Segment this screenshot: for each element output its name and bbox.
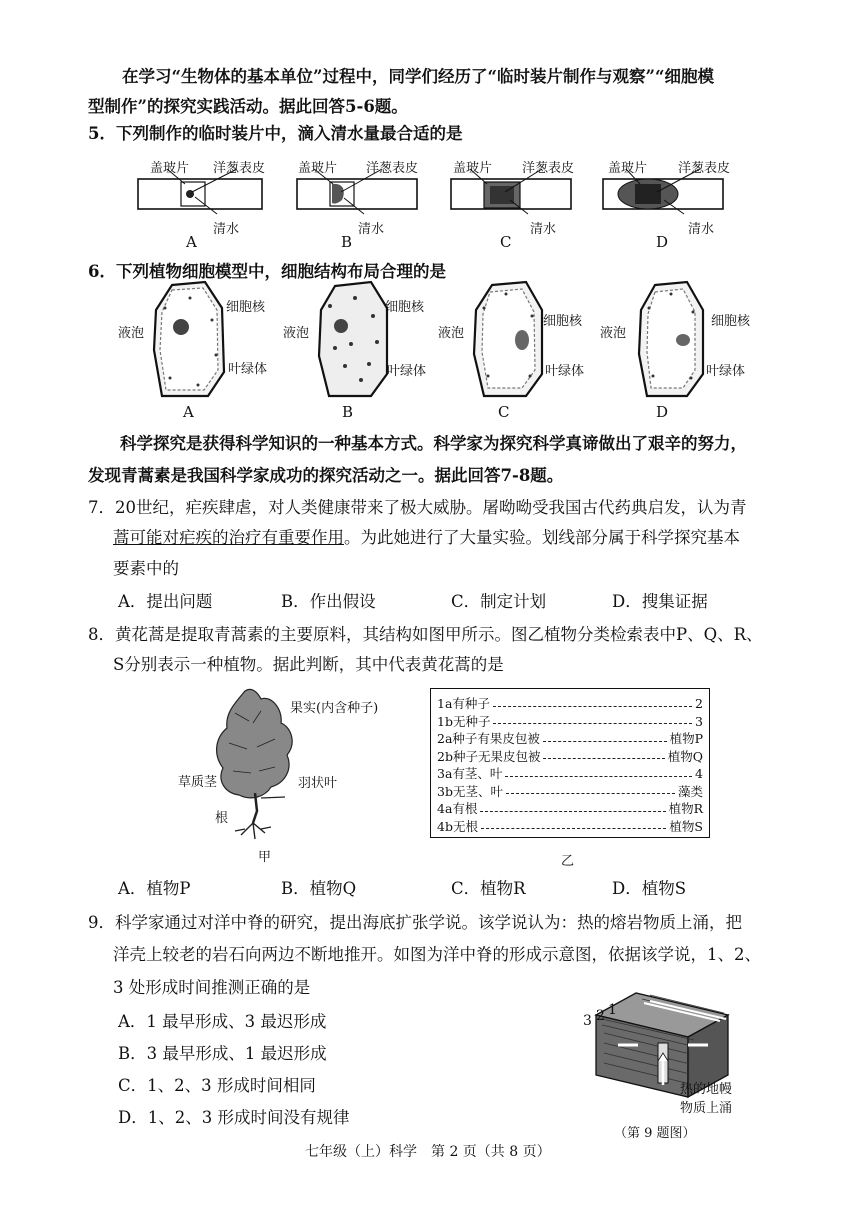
q9-option-c: C．1、2、3 形成时间相同 (118, 1076, 316, 1095)
q8-option-d: D．植物S (612, 879, 687, 898)
ridge-label-line-1: 热的地幔 (680, 1082, 733, 1097)
question-8-line-2: S分别表示一种植物。据此判断，其中代表黄花蒿的是 (113, 655, 504, 674)
ridge-figure-caption: （第 9 题图） (614, 1126, 696, 1141)
q8-option-c: C．植物R (451, 879, 526, 898)
q5b-slide (296, 172, 426, 217)
q9-option-b: B．3 最早形成、1 最迟形成 (118, 1044, 327, 1063)
q9-option-d: D．1、2、3 形成时间没有规律 (118, 1108, 350, 1127)
intro-line-1: 在学习“生物体的基本单位”过程中，同学们经历了“临时装片制作与观察”“细胞模 (122, 67, 714, 86)
question-9-line-3: 3 处形成时间推测正确的是 (113, 978, 311, 997)
q5d-slide (602, 172, 732, 217)
q6a-vacuole-label: 液泡 (118, 326, 145, 341)
q8-option-a: A．植物P (118, 879, 191, 898)
q5c-water-label: 清水 (530, 222, 557, 237)
question-6-stem: 6．下列植物细胞模型中，细胞结构布局合理的是 (88, 262, 446, 281)
intro2-line-1: 科学探究是获得科学知识的一种基本方式。科学家为探究科学真谛做出了艰辛的努力， (120, 434, 747, 453)
intro2-line-2: 发现青蒿素是我国科学家成功的探究活动之一。据此回答7-8题。 (88, 466, 564, 485)
q6-option-d: D (656, 403, 669, 421)
q6b-chloroplast-label: 叶绿体 (387, 364, 427, 379)
q6a-nucleus-label: 细胞核 (226, 300, 266, 315)
key-row: 3a有茎、叶 4 (437, 766, 703, 781)
q5a-water-label: 清水 (213, 222, 240, 237)
q6c-nucleus-label: 细胞核 (543, 314, 583, 329)
q7-option-d: D．搜集证据 (612, 592, 708, 611)
q5-option-c: C (500, 233, 512, 251)
q7-option-c: C．制定计划 (451, 592, 547, 611)
q7-option-b: B．作出假设 (281, 592, 376, 611)
key-row: 3b无茎、叶 藻类 (437, 783, 703, 799)
question-7-line-2 (113, 525, 740, 551)
q6c-vacuole-label: 液泡 (438, 326, 465, 341)
q6a-chloroplast-label: 叶绿体 (228, 362, 268, 377)
ridge-number-3: 3 (583, 1013, 592, 1029)
key-row: 4a有根 植物R (437, 801, 703, 816)
q5a-cover-label: 盖玻片 (150, 161, 190, 176)
intro-line-2: 型制作”的探究实践活动。据此回答5-6题。 (88, 97, 408, 116)
q6-option-b: B (342, 403, 354, 421)
plant-stem-label: 草质茎 (178, 775, 218, 790)
key-caption: 乙 (561, 854, 575, 869)
q6d-vacuole-label: 液泡 (600, 326, 627, 341)
q7-underlined-text: 蒿可能对疟疾的治疗有重要作用 (113, 528, 344, 547)
question-5-stem: 5．下列制作的临时装片中，滴入清水量最合适的是 (88, 124, 463, 143)
question-7-line-3: 要素中的 (113, 559, 179, 578)
key-row: 1b无种子 3 (437, 713, 703, 729)
q6-option-c: C (498, 403, 510, 421)
ridge-number-2: 2 (596, 1008, 605, 1024)
q6b-vacuole-label: 液泡 (283, 326, 310, 341)
q6b-cell (315, 280, 395, 400)
q5b-onion-label: 洋葱表皮 (366, 161, 419, 176)
q5b-cover-label: 盖玻片 (298, 161, 338, 176)
q5c-slide (450, 172, 580, 217)
q6d-cell (633, 280, 713, 400)
plant-caption: 甲 (258, 850, 272, 865)
q6c-cell (470, 280, 550, 400)
q6a-cell (150, 280, 230, 400)
key-row: 1a有种子 2 (437, 696, 703, 711)
q7-line2-rest: 。为此她进行了大量实验。划线部分属于科学探究基本 (344, 528, 740, 547)
question-8-line-1: 8．黄花蒿是提取青蒿素的主要原料，其结构如图甲所示。图乙植物分类检索表中P、Q、R、 (88, 625, 763, 644)
q5c-onion-label: 洋葱表皮 (522, 161, 575, 176)
q5-option-a: A (186, 233, 197, 251)
plant-root-label: 根 (215, 811, 229, 826)
q5d-cover-label: 盖玻片 (608, 161, 648, 176)
ridge-label-line-2: 物质上涌 (680, 1101, 733, 1116)
q6d-nucleus-label: 细胞核 (711, 314, 751, 329)
ridge-number-1: 1 (608, 1002, 617, 1018)
q6c-chloroplast-label: 叶绿体 (545, 364, 585, 379)
q5b-water-label: 清水 (358, 222, 385, 237)
q5d-water-label: 清水 (688, 222, 715, 237)
plant-leaf-label: 羽状叶 (298, 776, 338, 791)
q9-option-a: A．1 最早形成、3 最迟形成 (118, 1012, 327, 1031)
q5-option-d: D (656, 233, 669, 251)
q8-option-b: B．植物Q (281, 879, 357, 898)
q5-option-b: B (341, 233, 353, 251)
q6d-chloroplast-label: 叶绿体 (706, 364, 746, 379)
q6-option-a: A (183, 403, 194, 421)
key-row: 2b种子无果皮包被 植物Q (437, 748, 703, 764)
q6b-nucleus-label: 细胞核 (385, 300, 425, 315)
question-9-line-2: 洋壳上较老的岩石向两边不断地推开。如图为洋中脊的形成示意图，依据该学说，1、2、 (113, 945, 761, 964)
q5a-onion-label: 洋葱表皮 (213, 161, 266, 176)
page-footer: 七年级（上）科学 第 2 页（共 8 页） (305, 1144, 551, 1160)
question-9-line-1: 9．科学家通过对洋中脊的研究，提出海底扩张学说。该学说认为：热的熔岩物质上涌，把 (88, 913, 742, 932)
q5a-slide (137, 172, 267, 217)
q5c-cover-label: 盖玻片 (453, 161, 493, 176)
key-row: 4b无根 植物S (437, 818, 703, 834)
classification-key-table (430, 688, 710, 838)
plant-fruit-label: 果实(内含种子) (290, 701, 379, 716)
key-row: 2a种子有果皮包被 植物P (437, 731, 703, 746)
q5d-onion-label: 洋葱表皮 (678, 161, 731, 176)
question-7-line-1: 7．20世纪，疟疾肆虐，对人类健康带来了极大威胁。屠呦呦受我国古代药典启发，认为青 (88, 498, 747, 517)
q7-option-a: A．提出问题 (118, 592, 213, 611)
